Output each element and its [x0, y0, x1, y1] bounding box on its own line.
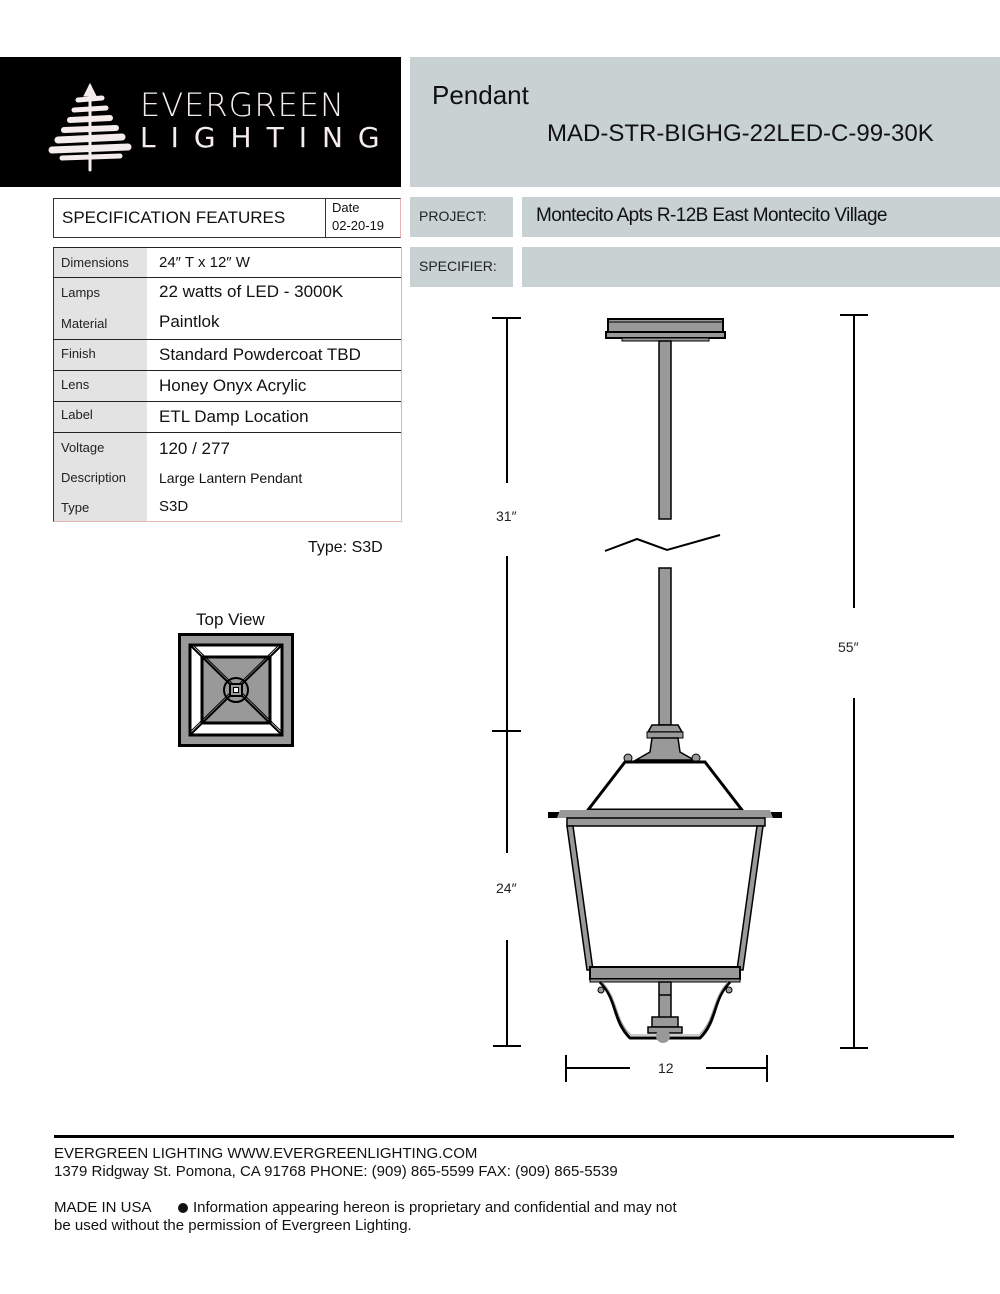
spec-label-lamps: Lamps — [61, 285, 101, 300]
spec-label-label: Label — [61, 407, 93, 422]
brand-name-line2: LIGHTING — [140, 121, 395, 154]
bullet-icon — [178, 1203, 188, 1213]
spec-value-description: Large Lantern Pendant — [159, 470, 303, 486]
table-rule — [53, 370, 401, 371]
spec-value-label: ETL Damp Location — [159, 407, 309, 426]
spec-value-dimensions: 24″ T x 12″ W — [159, 254, 250, 271]
tree-logo-icon — [48, 78, 138, 173]
dimension-stem: 31″ — [496, 508, 517, 524]
table-rule — [53, 339, 401, 340]
spec-value-type: S3D — [159, 498, 189, 515]
table-rule — [53, 247, 401, 248]
top-view-label: Top View — [196, 610, 265, 629]
dimension-overall: 55″ — [838, 639, 859, 655]
product-category: Pendant — [432, 80, 529, 110]
footer-company-line: EVERGREEN LIGHTING WWW.EVERGREENLIGHTING.COM — [54, 1145, 478, 1162]
project-value: Montecito Apts R-12B East Montecito Village — [536, 205, 887, 226]
made-in-usa: MADE IN USA — [54, 1199, 152, 1216]
specifier-label: SPECIFIER: — [419, 258, 497, 274]
spec-label-finish: Finish — [61, 346, 96, 361]
spec-label-type: Type — [61, 500, 90, 515]
spec-header-divider — [325, 198, 326, 237]
spec-value-material: Paintlok — [159, 312, 220, 331]
spec-label-material: Material — [61, 316, 108, 331]
dimension-width: 12 — [658, 1060, 674, 1076]
project-label: PROJECT: — [419, 208, 487, 224]
specifier-value-box — [522, 247, 1000, 287]
spec-value-voltage: 120 / 277 — [159, 439, 230, 458]
brand-name-line1: EVERGREEN — [140, 86, 345, 124]
spec-label-voltage: Voltage — [61, 440, 105, 455]
top-view-drawing-icon — [178, 633, 294, 747]
model-number: MAD-STR-BIGHG-22LED-C-99-30K — [547, 120, 934, 147]
spec-value-lamps: 22 watts of LED - 3000K — [159, 282, 344, 301]
date-label: Date — [332, 200, 360, 215]
footer-rule — [54, 1135, 954, 1138]
type-tag: Type: S3D — [308, 539, 383, 556]
table-rule — [53, 432, 401, 433]
spec-label-dimensions: Dimensions — [61, 255, 129, 270]
spec-header-title: SPECIFICATION FEATURES — [62, 208, 286, 227]
spec-label-lens: Lens — [61, 377, 90, 392]
table-rule — [53, 401, 401, 402]
spec-value-lens: Honey Onyx Acrylic — [159, 376, 307, 395]
elevation-drawing-icon — [480, 300, 900, 1100]
notice-line2: be used without the permission of Evergreen Lighting. — [54, 1217, 412, 1234]
table-rule — [53, 277, 401, 278]
spec-label-description: Description — [61, 470, 127, 485]
spec-value-finish: Standard Powdercoat TBD — [159, 345, 361, 364]
dimension-fixture: 24″ — [496, 880, 517, 896]
notice-line1: Information appearing hereon is proprietary and confidential and may not — [193, 1199, 677, 1216]
footer-address-line: 1379 Ridgway St. Pomona, CA 91768 PHONE: (909) 865-5599 FAX: (909) 865-5539 — [54, 1163, 618, 1180]
date-value: 02-20-19 — [332, 218, 385, 233]
